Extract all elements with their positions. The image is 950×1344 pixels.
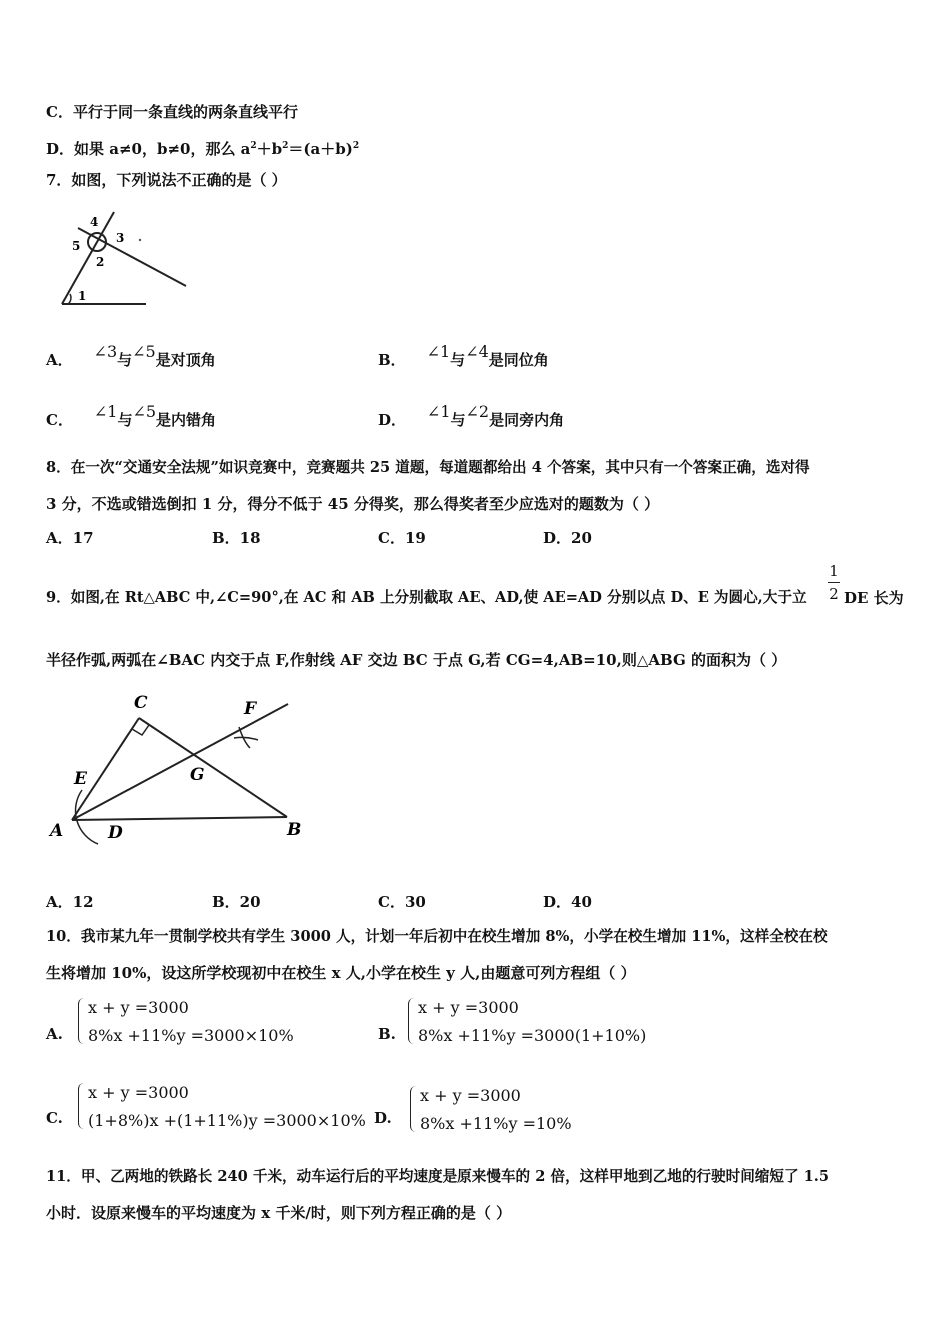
q10-option-b-brace xyxy=(408,998,417,1044)
q9-stem-line1-tail: DE 长为 xyxy=(844,589,904,607)
q9-fraction-numerator: 1 xyxy=(829,562,839,580)
q7-stray-dot xyxy=(139,239,141,241)
q9-side-ab xyxy=(72,817,287,820)
q11-stem-line1: 11．甲、乙两地的铁路长 240 千米，动车运行后的平均速度是原来慢车的 2 倍，这样甲地到乙地的行驶时间缩短了 1.5 xyxy=(46,1168,830,1185)
q10-option-c-eq1: x + y =3000 xyxy=(88,1083,189,1102)
q10-option-a-letter: A. xyxy=(46,1025,63,1043)
q7-steep-line xyxy=(62,212,114,304)
q7-label-2: 2 xyxy=(96,255,105,269)
q9-fraction-denominator: 2 xyxy=(829,585,839,603)
q9-label-b: B xyxy=(287,820,302,840)
q7-option-b xyxy=(378,342,549,370)
q7-option-c-conj: 与 xyxy=(117,411,133,429)
q8-option-b: B．18 xyxy=(212,529,261,547)
q6-option-d-mid: ＋b xyxy=(256,140,283,158)
q7-label-1: 1 xyxy=(78,289,87,303)
q7-option-b-angle2: ∠4 xyxy=(465,342,489,361)
q9-label-d: D xyxy=(108,823,123,843)
q10-option-c-brace xyxy=(78,1083,87,1129)
q7-label-5: 5 xyxy=(72,239,81,253)
q7-option-b-angle1: ∠1 xyxy=(426,342,451,361)
q7-option-d-letter: D． xyxy=(378,411,407,429)
q8-option-d: D．20 xyxy=(543,529,592,547)
q6-option-d-suffix: ＝(a＋b) xyxy=(288,140,353,158)
q7-label-3: 3 xyxy=(116,231,125,245)
q8-option-c: C．19 xyxy=(378,529,426,547)
q10-option-b-eq1: x + y =3000 xyxy=(418,998,519,1017)
q10-option-d-brace xyxy=(410,1086,419,1132)
q9-arc-at-f-2 xyxy=(234,737,258,740)
q7-label-4: 4 xyxy=(90,215,99,229)
q7-option-d-angle1: ∠1 xyxy=(426,402,451,421)
q7-option-c-angle2: ∠5 xyxy=(132,402,157,421)
q7-option-c-angle1: ∠1 xyxy=(93,402,118,421)
q7-option-b-tail: 是同位角 xyxy=(488,351,549,369)
q9-option-a: A．12 xyxy=(46,893,94,911)
q10-option-a-eq2: 8%x +11%y =3000×10% xyxy=(88,1026,294,1045)
q11-stem-line2: 小时．设原来慢车的平均速度为 x 千米/时，则下列方程正确的是（ ） xyxy=(46,1204,512,1222)
q7-option-a-tail: 是对顶角 xyxy=(155,351,216,369)
q7-option-a-letter: A． xyxy=(46,351,73,369)
q6-option-c: C．平行于同一条直线的两条直线平行 xyxy=(46,103,298,121)
q10-option-a-brace xyxy=(78,998,87,1044)
q9-label-f: F xyxy=(244,699,257,719)
q10-option-b-letter: B. xyxy=(378,1025,396,1043)
q8-stem-line2: 3 分，不选或错选倒扣 1 分，得分不低于 45 分得奖，那么得奖者至少应选对的题数为（ ） xyxy=(46,495,660,513)
q8-option-a: A．17 xyxy=(46,529,94,547)
q10-option-d-letter: D. xyxy=(374,1109,392,1127)
q7-option-d-angle2: ∠2 xyxy=(465,402,490,421)
q10-stem-line2: 生将增加 10%，设这所学校现初中在校生 x 人,小学在校生 y 人,由题意可列方程组（ ） xyxy=(46,964,636,982)
q7-option-d-conj: 与 xyxy=(450,411,466,429)
q7-option-b-letter: B． xyxy=(378,351,406,369)
q7-option-d xyxy=(378,402,565,430)
q7-option-a-angle1: ∠3 xyxy=(93,342,118,361)
q6-exp-b: 2 xyxy=(282,141,289,151)
q7-option-a xyxy=(46,342,216,370)
q7-option-c xyxy=(46,402,217,430)
q9-fraction-half xyxy=(828,562,840,603)
q6-exp-c: 2 xyxy=(352,141,360,151)
q7-option-a-angle2: ∠5 xyxy=(132,342,156,361)
q6-option-d xyxy=(46,136,359,159)
q7-option-d-tail: 是同旁内角 xyxy=(489,411,565,429)
q9-label-c: C xyxy=(134,693,148,713)
q10-option-b-eq2: 8%x +11%y =3000(1+10%) xyxy=(418,1026,647,1045)
q9-ray-af xyxy=(72,704,288,820)
q9-side-cb xyxy=(139,718,287,817)
q10-option-c-letter: C. xyxy=(46,1109,63,1127)
q6-exp-a: 2 xyxy=(250,141,257,151)
q9-stem-line2: 半径作弧,两弧在∠BAC 内交于点 F,作射线 AF 交边 BC 于点 G,若 CG=4,AB=10,则△ABG 的面积为（ ） xyxy=(46,651,787,669)
q9-figure xyxy=(44,690,314,852)
q9-option-b: B．20 xyxy=(212,893,261,911)
q10-stem-line1: 10．我市某九年一贯制学校共有学生 3000 人，计划一年后初中在校生增加 8%，小学在校生增加 11%，这样全校在校 xyxy=(46,928,828,945)
q7-option-a-conj: 与 xyxy=(117,351,133,369)
q6-option-d-prefix: D．如果 a≠0，b≠0，那么 a xyxy=(46,140,251,158)
q10-option-d-eq2: 8%x +11%y =10% xyxy=(420,1114,572,1133)
q9-label-a: A xyxy=(50,821,64,841)
q7-slant-line xyxy=(78,228,186,286)
q9-label-e: E xyxy=(74,769,87,789)
q7-angle-arc xyxy=(68,294,71,304)
q9-option-d: D．40 xyxy=(543,893,592,911)
q7-option-c-letter: C． xyxy=(46,411,73,429)
q9-option-c: C．30 xyxy=(378,893,426,911)
q7-option-b-conj: 与 xyxy=(450,351,466,369)
q9-stem-line1: 9．如图,在 Rt△ABC 中,∠C=90°,在 AC 和 AB 上分别截取 AE、AD,使 AE=AD 分别以点 D、E 为圆心,大于立 xyxy=(46,589,807,606)
q9-label-g: G xyxy=(190,765,205,785)
q7-stem: 7．如图，下列说法不正确的是（ ） xyxy=(46,171,287,189)
q10-option-c-eq2: (1+8%)x +(1+11%)y =3000×10% xyxy=(88,1111,366,1130)
q10-option-a-eq1: x + y =3000 xyxy=(88,998,189,1017)
q8-stem-line1: 8．在一次“交通安全法规”如识竞赛中，竞赛题共 25 道题，每道题都给出 4 个答案，其中只有一个答案正确，选对得 xyxy=(46,459,810,476)
q7-figure xyxy=(54,208,194,312)
q10-option-d-eq1: x + y =3000 xyxy=(420,1086,521,1105)
q7-option-c-tail: 是内错角 xyxy=(156,411,217,429)
